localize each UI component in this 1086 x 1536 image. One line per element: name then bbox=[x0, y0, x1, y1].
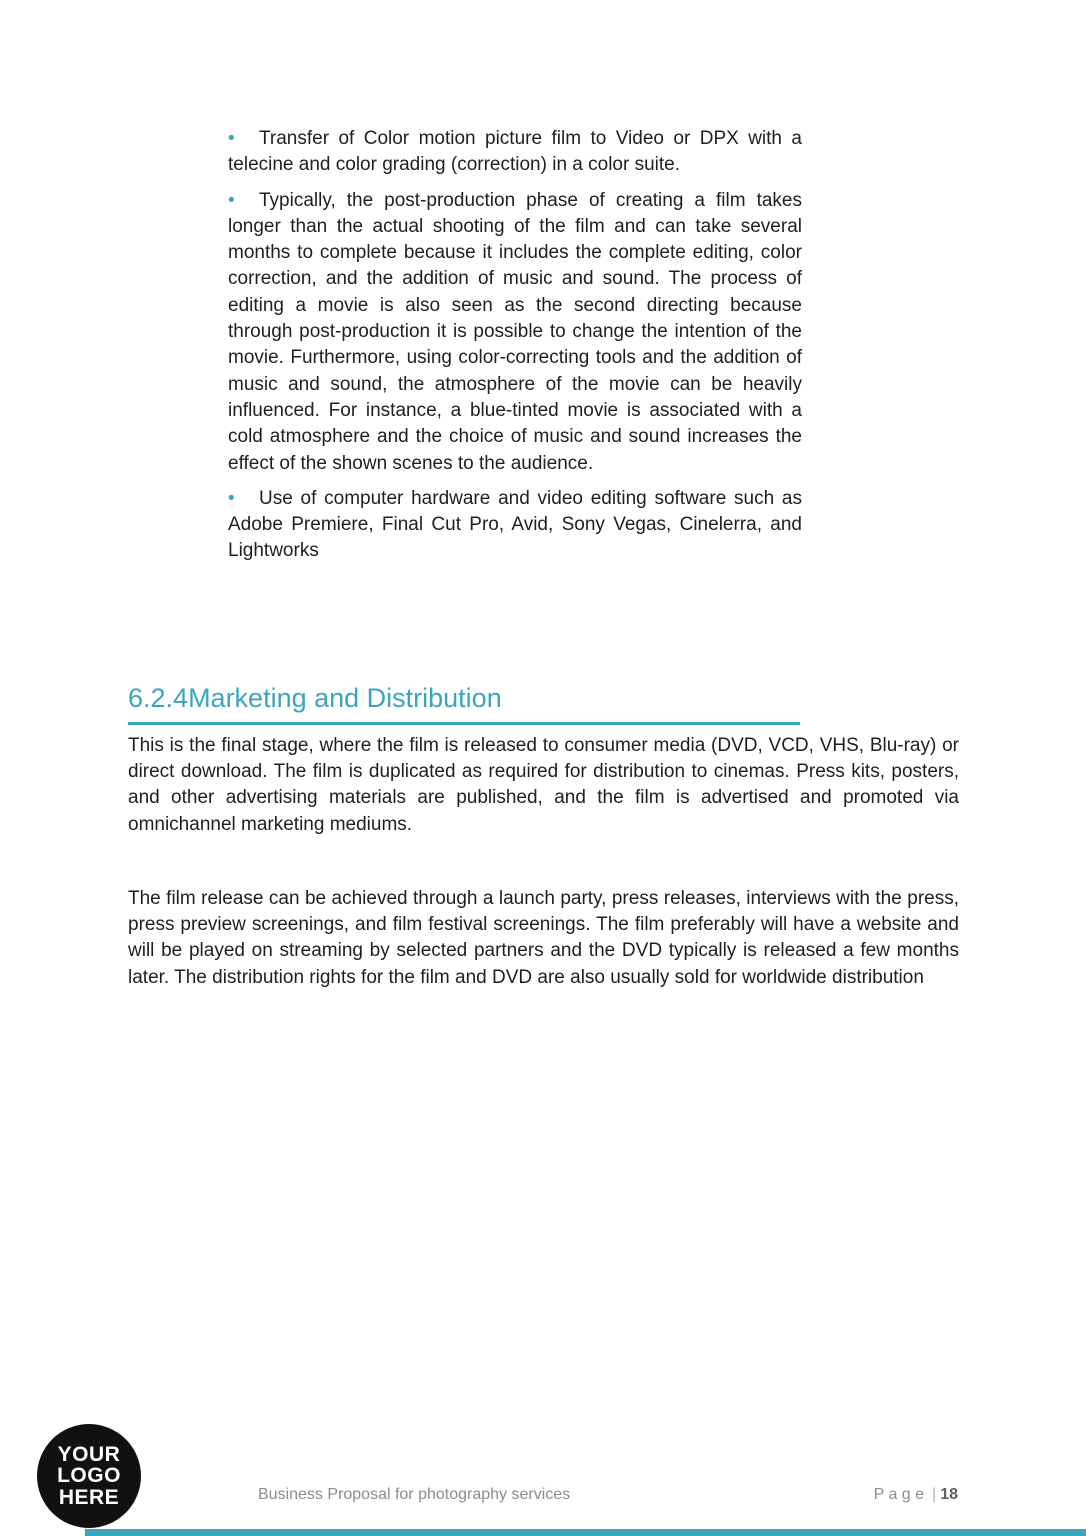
bullet-icon: • bbox=[228, 128, 235, 149]
bottom-accent-bar bbox=[85, 1529, 1086, 1536]
heading-title: Marketing and Distribution bbox=[188, 683, 502, 713]
page-label: P a g e bbox=[873, 1486, 925, 1503]
section-heading bbox=[128, 682, 800, 725]
bullet-text: Typically, the post-production phase of creating a film takes longer than the actual shooting of the film and can take several months to complete because it includes the complete editing, color correction, and the addition of music and sound. The process of editing a movie is also seen as the second directing because through post-production it is possible to change the intention of the movie. Furthermore, using color-correcting tools and the addition of music and sound, the atmosphere of the movie can be heavily influenced. For instance, a blue-tinted movie is associated with a cold atmosphere and the choice of music and sound increases the effect of the shown scenes to the audience. bbox=[228, 189, 802, 474]
page-indicator bbox=[874, 1486, 958, 1504]
paragraph: This is the final stage, where the film is released to consumer media (DVD, VCD, VHS, Blu-ray) or direct download. The film is duplicated as required for distribution to cinemas. Press kits, posters, and other advertising materials are published, and the film is advertised and promoted via omnichannel marketing mediums. bbox=[128, 735, 959, 835]
paragraph: The film release can be achieved through a launch party, press releases, interviews with the press, press preview screenings, and film festival screenings. The film preferably will have a website and will be played on streaming by selected partners and the DVD typically is released a few months later. The distribution rights for the film and DVD are also usually sold for worldwide distribution bbox=[128, 888, 959, 988]
heading-number: 6.2.4 bbox=[128, 683, 189, 713]
logo-text-line: YOUR bbox=[57, 1442, 121, 1466]
bullet-icon: • bbox=[228, 189, 235, 211]
bullet-text: Transfer of Color motion picture film to Video or DPX with a telecine and color grading (correction) in a color suite. bbox=[228, 128, 802, 176]
list-item bbox=[228, 188, 802, 477]
page-separator: | bbox=[932, 1486, 937, 1503]
logo-text-line: HERE bbox=[58, 1485, 120, 1509]
bullet-text: Use of computer hardware and video editing software such as Adobe Premiere, Final Cut Pro, Avid, Sony Vegas, Cinelerra, and Lightworks bbox=[228, 487, 802, 562]
footer-document-title: Business Proposal for photography services bbox=[258, 1486, 571, 1503]
list-item bbox=[228, 126, 802, 179]
list-item bbox=[228, 486, 802, 565]
bullet-icon: • bbox=[228, 487, 235, 509]
bullet-list bbox=[228, 126, 802, 574]
logo-text-line: LOGO bbox=[57, 1464, 121, 1488]
page-number: 18 bbox=[940, 1486, 958, 1503]
company-logo bbox=[37, 1424, 141, 1528]
